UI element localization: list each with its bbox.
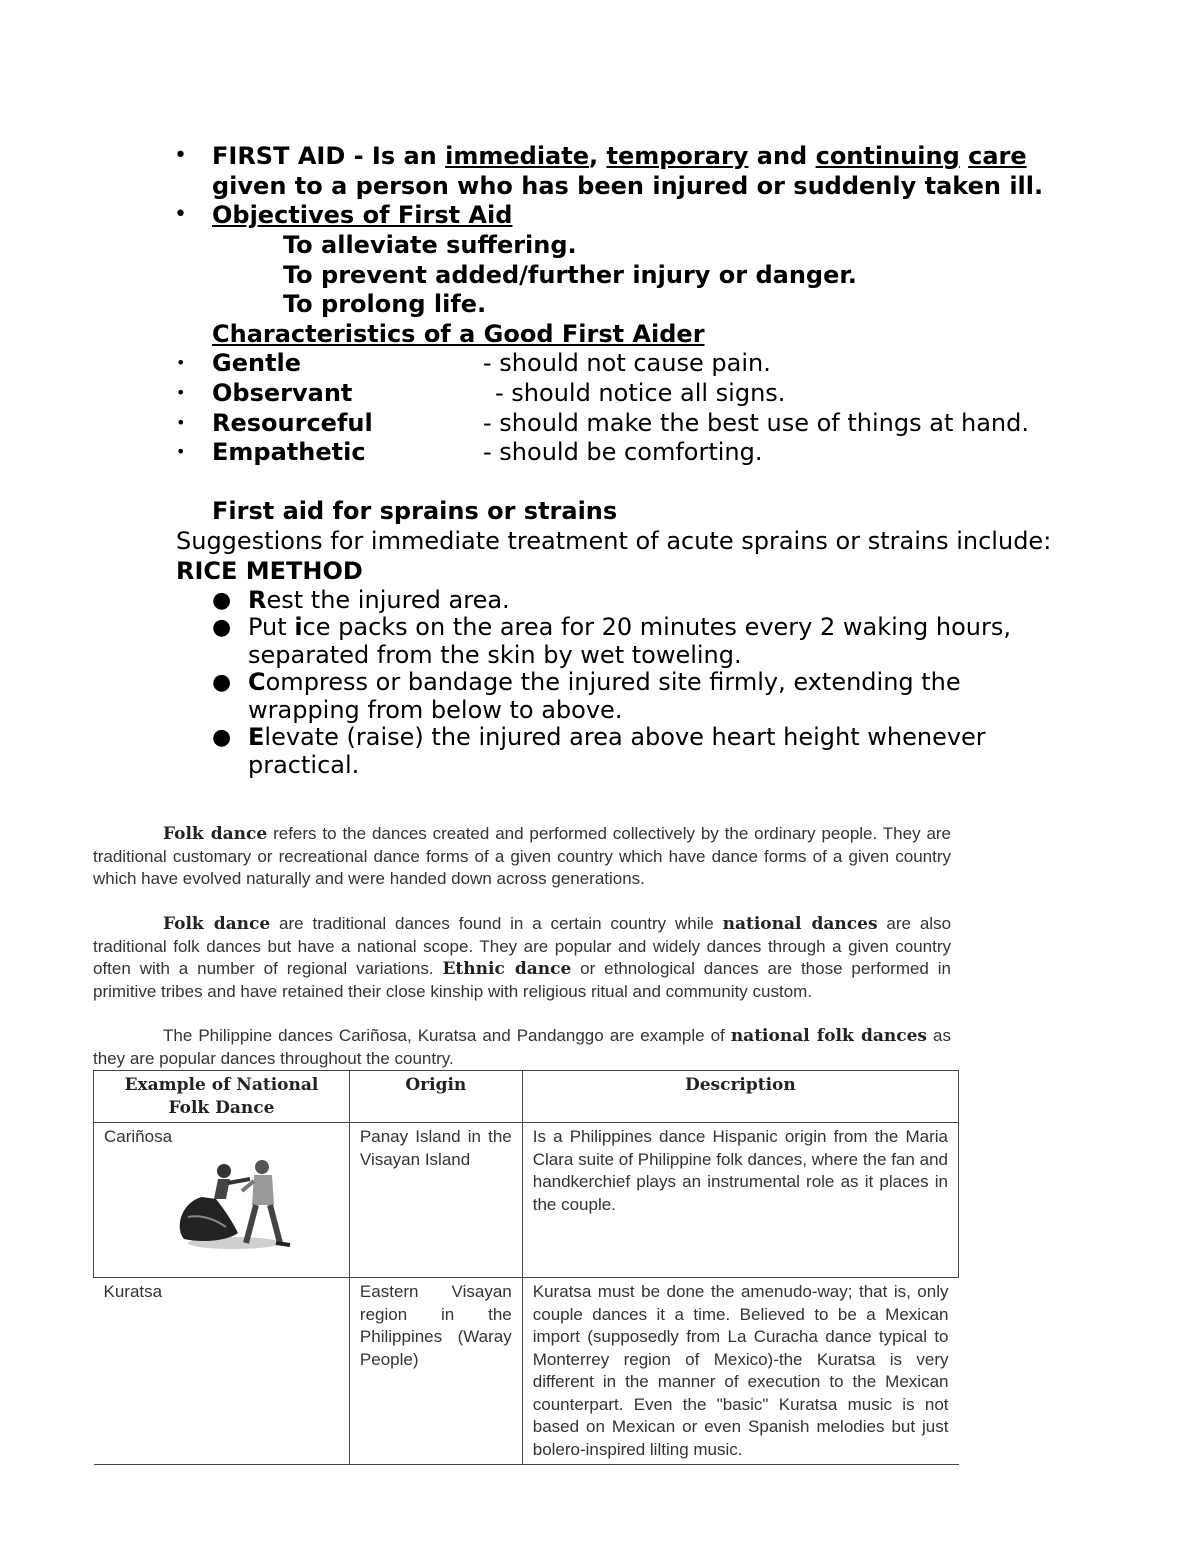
- woman-head: [217, 1164, 231, 1178]
- bullet: •: [176, 442, 186, 461]
- characteristic-desc: - should be comforting.: [483, 438, 763, 466]
- table-cell-origin: Eastern Visayan region in the Philippines (Waray People): [349, 1278, 522, 1465]
- bullet: •: [176, 383, 186, 402]
- bullet: ●: [212, 615, 232, 640]
- characteristics-heading: Characteristics of a Good First Aider: [212, 320, 705, 348]
- first-aid-definition-line2: given to a person who has been injured or suddenly taken ill.: [212, 172, 1044, 200]
- man-arm: [242, 1181, 254, 1191]
- folk-dance-table: [93, 1070, 959, 1465]
- table-cell-name: Kuratsa: [94, 1278, 350, 1465]
- dancing-couple-image: [172, 1157, 312, 1253]
- man-leg-right: [270, 1205, 280, 1243]
- man-head: [255, 1160, 269, 1174]
- table-row: [94, 1278, 959, 1465]
- table-cell-description: Kuratsa must be done the amenudo-way; that is, only couple dances it a time. Believed to be a Mexican import (supposedly from La Curacha dance typical to Monterrey region of Mexico)-the Kuratsa is very different in the manner of execution to the Mexican counterpart. Even the "basic" Kuratsa music is not based on Mexican or even Spanish melodies but just bolero-inspired lilting music.: [522, 1278, 958, 1465]
- characteristic-name: Resourceful: [212, 409, 373, 437]
- characteristic-desc: - should not cause pain.: [483, 349, 771, 377]
- bullet: •: [176, 353, 186, 372]
- bullet: ●: [212, 670, 232, 695]
- man-leg-left: [246, 1205, 256, 1243]
- table-cell-description: Is a Philippines dance Hispanic origin from the Maria Clara suite of Philippine folk dances, where the fan and handkerchief plays an instrumental role as it places in the couple.: [522, 1123, 958, 1278]
- objectives-heading: Objectives of First Aid: [212, 201, 513, 229]
- sprains-heading: First aid for sprains or strains: [212, 497, 618, 525]
- characteristic-name: Empathetic: [212, 438, 366, 466]
- man-torso: [252, 1175, 274, 1205]
- table-cell-name: [94, 1123, 350, 1278]
- characteristic-name: Observant: [212, 379, 353, 407]
- characteristic-desc: - should make the best use of things at hand.: [483, 409, 1029, 437]
- woman-arm: [228, 1179, 250, 1183]
- table-header: Origin: [349, 1071, 522, 1123]
- table-row: [94, 1123, 959, 1278]
- folk-paragraph-3: The Philippine dances Cariñosa, Kuratsa and Pandanggo are example of national folk dances as they are popular dances throughout the country.: [93, 1026, 951, 1068]
- dance-name: Cariñosa: [104, 1127, 173, 1146]
- characteristic-name: Gentle: [212, 349, 302, 377]
- bullet: •: [174, 202, 187, 227]
- rice-method-title: RICE METHOD: [176, 557, 363, 585]
- objective-item: To alleviate suffering.: [283, 231, 577, 259]
- folk-paragraph-2: Folk dance are traditional dances found in a certain country while national dances are also traditional folk dances but have a national scope. They are popular and widely dances through a given country often with a number of regional variations. Ethnic dance or ethnological dances are those performed in primitive tribes and have retained their close kinship with religious ritual and community custom.: [93, 914, 952, 1001]
- table-cell-origin: Panay Island in the Visayan Island: [349, 1123, 522, 1278]
- first-aid-definition-line1: FIRST AID - Is an immediate, temporary and continuing care: [212, 142, 1027, 170]
- folk-paragraph-1: Folk dance refers to the dances created and performed collectively by the ordinary people. They are traditional customary or recreational dance forms of a given country which have dance forms of a given country which have evolved naturally and were handed down across generations.: [93, 824, 952, 888]
- bullet: ●: [212, 725, 232, 750]
- objective-item: To prevent added/further injury or danger.: [283, 261, 857, 289]
- objective-item: To prolong life.: [283, 290, 487, 318]
- rice-item: Put ice packs on the area for 20 minutes every 2 waking hours, separated from the skin by wet toweling.: [248, 613, 1011, 669]
- table-header: Example of National Folk Dance: [94, 1071, 350, 1123]
- bullet: ●: [212, 588, 232, 613]
- bullet: •: [176, 413, 186, 432]
- table-header: Description: [522, 1071, 958, 1123]
- bullet: •: [174, 143, 187, 168]
- woman-torso: [214, 1179, 230, 1199]
- rice-item: Elevate (raise) the injured area above heart height whenever practical.: [248, 723, 986, 779]
- rice-item: Compress or bandage the injured site firmly, extending the wrapping from below to above.: [248, 668, 961, 724]
- sprains-intro: Suggestions for immediate treatment of acute sprains or strains include:: [176, 527, 1052, 555]
- table-header-row: [94, 1071, 959, 1123]
- rice-item: Rest the injured area.: [248, 586, 510, 614]
- man-shoe: [276, 1243, 290, 1245]
- characteristic-desc: - should notice all signs.: [495, 379, 786, 407]
